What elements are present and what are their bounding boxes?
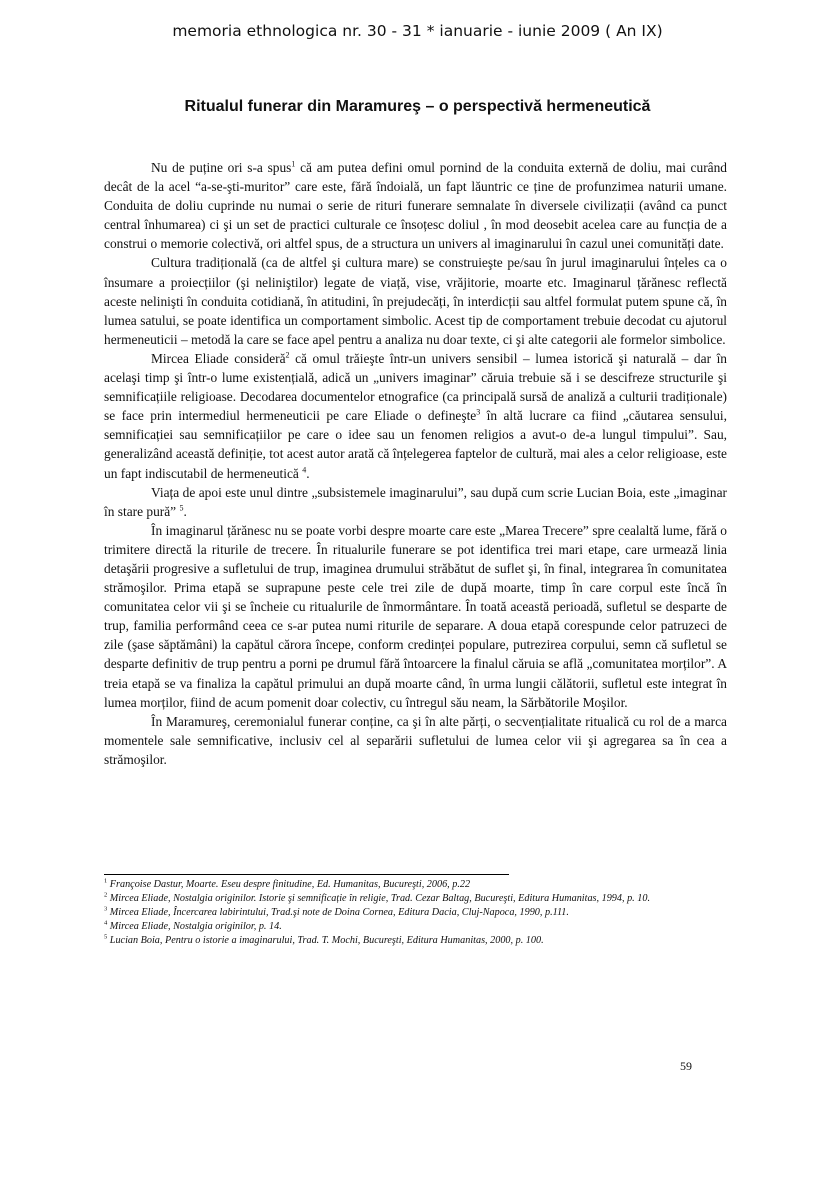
footnote-text: Mircea Eliade, Nostalgia originilor, p. 14. [109, 921, 282, 933]
footnote-ref-1[interactable]: 1 [291, 159, 296, 169]
footnote-text: Mircea Eliade, Nostalgia originilor. Istorie şi semnificație în religie, Trad. Cezar Baltag, Bucureşti, Editura Humanitas, 1994, p. 10. [109, 893, 650, 905]
footnote-ref-2[interactable]: 2 [285, 350, 290, 360]
page-number: 59 [680, 1059, 692, 1073]
footnote-2 [104, 892, 727, 906]
paragraph-4 [104, 483, 727, 521]
paragraph-text: Viața de apoi este unul dintre „subsistemele imaginarului”, sau după cum scrie Lucian Boia, este „imaginar în stare pură” [104, 484, 727, 519]
footnote-text: Lucian Boia, Pentru o istorie a imaginarului, Trad. T. Mochi, Bucureşti, Editura Humanitas, 2000, p. 100. [109, 935, 544, 947]
footnote-4 [104, 920, 727, 934]
footnote-text: Françoise Dastur, Moarte. Eseu despre finitudine, Ed. Humanitas, Bucureşti, 2006, p.22 [109, 879, 471, 890]
paragraph-3 [104, 349, 727, 483]
paragraph-text: în altă lucrare ca fiind „căutarea sensului, semnificației sau semnificațiilor pe care o idee sau un fenomen religios a avut-o de-a lungul timpului”. Sau, generalizând această definiție, tot acest autor arată că înțelegerea faptelor de cultură, mai ales a celor religioase, este un fapt indiscutabil de hermeneutică [104, 408, 727, 481]
footnotes [104, 878, 727, 948]
footnote-3 [104, 906, 727, 920]
footnote-1 [104, 878, 727, 892]
paragraph-6: În Maramureş, ceremonialul funerar conține, ca şi în alte părți, o secvențialitate ritualică cu rol de a marca momentele sale semnificative, inclusiv cel al separării sufletului de lumea celor vii şi agregarea sa în cea a strămoşilor. [104, 713, 727, 767]
footnote-number: 3 [104, 905, 108, 913]
footnote-ref-3[interactable]: 3 [476, 407, 481, 417]
article-title: Ritualul funerar din Maramureş – o perspectivă hermeneutică [184, 98, 651, 115]
footnote-ref-4[interactable]: 4 [302, 465, 307, 475]
footnote-number: 1 [104, 877, 108, 885]
paragraph-text: . [183, 503, 187, 519]
footnote-divider [104, 874, 509, 875]
paragraph-5: În imaginarul țărănesc nu se poate vorbi despre moarte care este „Marea Trecere” spre cealaltă lume, fără o trimitere directă la riturile de trecere. În ritualurile funerare se pot identifica trei mari etape, care urmează linia detaşării progresive a sufletului de trup, imaginea drumului străbătut de suflet şi, în final, integrarea în comunitatea strămoşilor. Prima etapă se suprapune peste cele trei zile de după moarte, timp în care corpul este încă în comunitatea celor vii şi se încheie cu ritualurile de înmormântare. În toată această perioadă, sufletul se desparte de trup, familia performând ceea ce s-ar putea numi riturile de separare. A doua etapă corespunde celor patruzeci de zile (şase săptămâni) la capătul cărora începe, conform credinței populare, putrezirea corpului, semn că sufletul se desparte definitiv de trup pentru a porni pe drumul fără întoarcere la finalul căruia se află „comunitatea morților”. A treia etapă se va finaliza la capătul primului an după moarte când, în urma lungii călătorii, sufletul este integrat în lumea morților, fiind de acum pomenit doar colectiv, cu întregul său neam, la Sărbătorile Moşilor. [104, 522, 727, 710]
footnote-number: 4 [104, 919, 108, 927]
running-header: memoria ethnologica nr. 30 - 31 * ianuarie - iunie 2009 ( An IX) [172, 22, 663, 40]
footnote-5 [104, 934, 727, 948]
footnote-number: 2 [104, 891, 108, 899]
paragraph-text: Nu de puține ori s-a spus [151, 160, 292, 175]
paragraph-text: . [306, 465, 310, 481]
paragraph-text: că am putea defini omul pornind de la conduita externă de doliu, mai curând decât de la acel “a-se-şti-muritor” care este, fără îndoială, un fapt lăuntric ce ține de profunzimea naturii umane. Conduita de doliu cuprinde nu numai o serie de rituri funerare semnalate în diversele civilizații (având ca punct central înhumarea) ci şi un set de practici culturale ce însoțesc doliul , în mod deosebit acelea care au funcția de a construi o memorie colectivă, ori altfel spus, de a structura un univers al imaginarului în cazul unei comunități date. [104, 160, 727, 252]
paragraph-text: că omul trăieşte într-un univers sensibil – lumea istorică şi naturală – dar în acelaşi timp şi într-o lume existențială, adică un „univers imaginar” căruia trebuie să i se descifreze structurile şi semnificațiile religioase. Decodarea documentelor etnografice (ca principală sursă de analiză a culturii tradiționale) se face prin intermediul hermeneuticii pe care Eliade o defineşte [104, 350, 728, 424]
paragraph-2: Cultura tradițională (ca de altfel şi cultura mare) se construieşte pe/sau în jurul imaginarului înțeles ca o însumare a proiecțiilor (şi neliniştilor) legate de viață, vise, vrăjitorie, moarte etc. Imaginarul țărănesc reflectă aceste nelinişti în conduita cotidiană, în atitudini, în prejudecăți, în interdicții sau altfel formulat putem spune că, în lumea satului, se poate identifica un comportament simbolic. Acest tip de comportament trebuie decodat cu ajutorul hermeneuticii – metodă la care se face apel pentru a analiza nu doar texte, ci şi alte categorii ale formelor simbolice. [104, 255, 727, 347]
footnote-number: 5 [104, 933, 108, 941]
paragraph-1 [104, 158, 727, 253]
paragraph-text: Mircea Eliade consideră [151, 350, 286, 366]
article-body [104, 158, 727, 769]
footnote-ref-5[interactable]: 5 [179, 503, 184, 513]
footnote-text: Mircea Eliade, Încercarea labirintului, Trad.şi note de Doina Cornea, Editura Dacia, Cluj-Napoca, 1990, p.111. [109, 907, 569, 919]
